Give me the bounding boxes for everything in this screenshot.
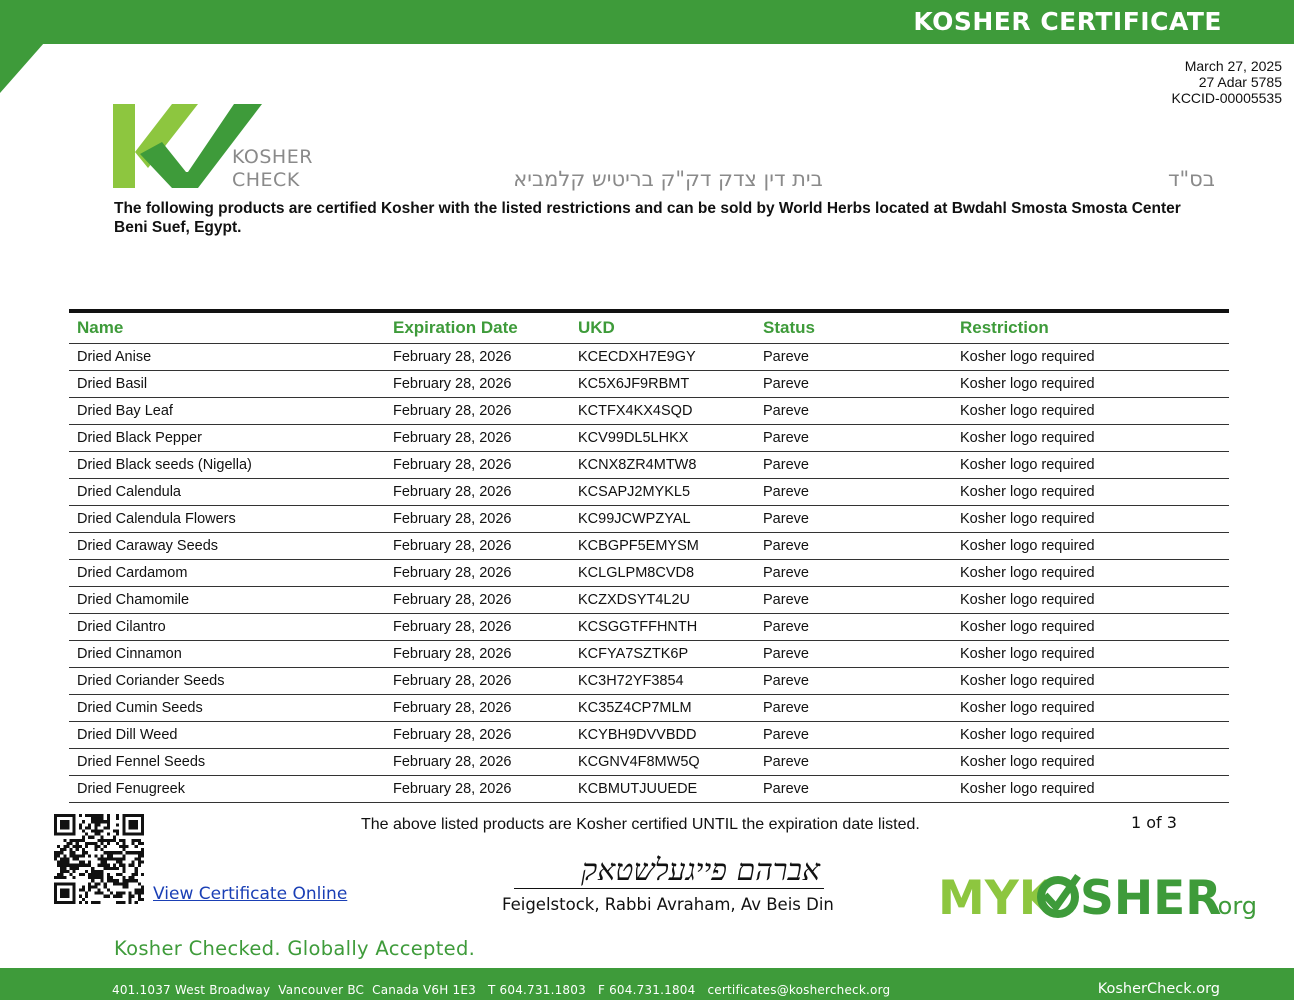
expiration-date-cell: February 28, 2026 <box>385 614 570 641</box>
restriction-cell: Kosher logo required <box>952 506 1229 533</box>
footer-website[interactable]: KosherCheck.org <box>1097 981 1220 997</box>
table-row <box>69 695 1229 722</box>
page-number: 1 of 3 <box>1131 813 1177 832</box>
table-header-row <box>69 311 1229 344</box>
restriction-cell: Kosher logo required <box>952 587 1229 614</box>
restriction-cell: Kosher logo required <box>952 614 1229 641</box>
validity-note: The above listed products are Kosher certified UNTIL the expiration date listed. <box>361 816 920 833</box>
expiration-date-cell: February 28, 2026 <box>385 452 570 479</box>
table-row <box>69 668 1229 695</box>
expiration-date-cell: February 28, 2026 <box>385 506 570 533</box>
table-row <box>69 506 1229 533</box>
ukd-code-cell: KCECDXH7E9GY <box>570 344 755 371</box>
expiration-date-cell: February 28, 2026 <box>385 344 570 371</box>
restriction-cell: Kosher logo required <box>952 398 1229 425</box>
status-cell: Pareve <box>755 398 952 425</box>
restriction-cell: Kosher logo required <box>952 695 1229 722</box>
logo-wordmark <box>232 146 313 192</box>
ukd-code-cell: KCFYA7SZTK6P <box>570 641 755 668</box>
column-header-expiration: Expiration Date <box>385 311 570 344</box>
restriction-cell: Kosher logo required <box>952 344 1229 371</box>
table-row <box>69 587 1229 614</box>
status-cell: Pareve <box>755 371 952 398</box>
rabbi-signature <box>510 840 830 894</box>
product-name-cell: Dried Black Pepper <box>69 425 385 452</box>
view-certificate-link[interactable]: View Certificate Online <box>153 884 348 904</box>
hebrew-date: 27 Adar 5785 <box>1198 74 1282 90</box>
qr-code-icon[interactable] <box>54 814 144 904</box>
mykosher-o-icon <box>1041 876 1078 914</box>
ukd-code-cell: KCTFX4KX4SQD <box>570 398 755 425</box>
status-cell: Pareve <box>755 425 952 452</box>
ukd-code-cell: KCGNV4F8MW5Q <box>570 749 755 776</box>
ukd-code-cell: KC5X6JF9RBMT <box>570 371 755 398</box>
ukd-code-cell: KCBMUTJUUEDE <box>570 776 755 803</box>
table-row <box>69 533 1229 560</box>
ukd-code-cell: KC99JCWPZYAL <box>570 506 755 533</box>
status-cell: Pareve <box>755 776 952 803</box>
ukd-code-cell: KCYBH9DVVBDD <box>570 722 755 749</box>
table-row <box>69 371 1229 398</box>
ukd-code-cell: KCNX8ZR4MTW8 <box>570 452 755 479</box>
restriction-cell: Kosher logo required <box>952 371 1229 398</box>
expiration-date-cell: February 28, 2026 <box>385 425 570 452</box>
certificate-id: KCCID-00005535 <box>1171 90 1282 106</box>
status-cell: Pareve <box>755 695 952 722</box>
restriction-cell: Kosher logo required <box>952 722 1229 749</box>
expiration-date-cell: February 28, 2026 <box>385 749 570 776</box>
expiration-date-cell: February 28, 2026 <box>385 668 570 695</box>
mykosher-logo <box>938 868 1268 928</box>
status-cell: Pareve <box>755 641 952 668</box>
ukd-code-cell: KCBGPF5EMYSM <box>570 533 755 560</box>
status-cell: Pareve <box>755 614 952 641</box>
expiration-date-cell: February 28, 2026 <box>385 641 570 668</box>
product-name-cell: Dried Bay Leaf <box>69 398 385 425</box>
corner-accent <box>0 43 44 93</box>
status-cell: Pareve <box>755 587 952 614</box>
restriction-cell: Kosher logo required <box>952 749 1229 776</box>
expiration-date-cell: February 28, 2026 <box>385 695 570 722</box>
product-name-cell: Dried Cardamom <box>69 560 385 587</box>
product-name-cell: Dried Basil <box>69 371 385 398</box>
restriction-cell: Kosher logo required <box>952 479 1229 506</box>
column-header-status: Status <box>755 311 952 344</box>
table-row <box>69 614 1229 641</box>
table-row <box>69 776 1229 803</box>
table-row <box>69 479 1229 506</box>
status-cell: Pareve <box>755 668 952 695</box>
ukd-code-cell: KCSGGTFFHNTH <box>570 614 755 641</box>
ukd-code-cell: KC3H72YF3854 <box>570 668 755 695</box>
tagline: Kosher Checked. Globally Accepted. <box>114 937 476 960</box>
table-row <box>69 641 1229 668</box>
table-row <box>69 452 1229 479</box>
ukd-code-cell: KCSAPJ2MYKL5 <box>570 479 755 506</box>
restriction-cell: Kosher logo required <box>952 425 1229 452</box>
product-name-cell: Dried Fenugreek <box>69 776 385 803</box>
expiration-date-cell: February 28, 2026 <box>385 587 570 614</box>
ukd-code-cell: KCLGLPM8CVD8 <box>570 560 755 587</box>
column-header-restriction: Restriction <box>952 311 1229 344</box>
issue-date: March 27, 2025 <box>1184 58 1282 74</box>
ukd-code-cell: KCZXDSYT4L2U <box>570 587 755 614</box>
products-table <box>69 309 1229 803</box>
product-name-cell: Dried Cinnamon <box>69 641 385 668</box>
bsd-mark: בס"ד <box>1168 167 1215 191</box>
restriction-cell: Kosher logo required <box>952 560 1229 587</box>
product-name-cell: Dried Calendula Flowers <box>69 506 385 533</box>
footer-contact: 401.1037 West Broadway Vancouver BC Canada V6H 1E3 T 604.731.1803 F 604.731.1804 certificates@koshercheck.org <box>112 983 891 997</box>
product-name-cell: Dried Cilantro <box>69 614 385 641</box>
column-header-name: Name <box>69 311 385 344</box>
table-row <box>69 344 1229 371</box>
signer-name: Feigelstock, Rabbi Avraham, Av Beis Din <box>502 895 834 914</box>
expiration-date-cell: February 28, 2026 <box>385 722 570 749</box>
expiration-date-cell: February 28, 2026 <box>385 479 570 506</box>
product-name-cell: Dried Black seeds (Nigella) <box>69 452 385 479</box>
product-name-cell: Dried Cumin Seeds <box>69 695 385 722</box>
status-cell: Pareve <box>755 722 952 749</box>
table-row <box>69 425 1229 452</box>
status-cell: Pareve <box>755 749 952 776</box>
status-cell: Pareve <box>755 506 952 533</box>
status-cell: Pareve <box>755 560 952 587</box>
expiration-date-cell: February 28, 2026 <box>385 560 570 587</box>
expiration-date-cell: February 28, 2026 <box>385 776 570 803</box>
restriction-cell: Kosher logo required <box>952 641 1229 668</box>
expiration-date-cell: February 28, 2026 <box>385 533 570 560</box>
expiration-date-cell: February 28, 2026 <box>385 371 570 398</box>
status-cell: Pareve <box>755 533 952 560</box>
status-cell: Pareve <box>755 452 952 479</box>
certificate-meta <box>1171 58 1282 106</box>
ukd-code-cell: KCV99DL5LHKX <box>570 425 755 452</box>
certificate-title: KOSHER CERTIFICATE <box>913 7 1222 36</box>
product-name-cell: Dried Fennel Seeds <box>69 749 385 776</box>
status-cell: Pareve <box>755 479 952 506</box>
table-row <box>69 398 1229 425</box>
restriction-cell: Kosher logo required <box>952 668 1229 695</box>
table-row <box>69 722 1229 749</box>
mykosher-org: .org <box>1210 892 1257 920</box>
restriction-cell: Kosher logo required <box>952 533 1229 560</box>
table-row <box>69 560 1229 587</box>
certification-statement: The following products are certified Kosher with the listed restrictions and can be sold by World Herbs located at Bwdahl Smosta Smosta Center Beni Suef, Egypt. <box>114 200 1181 236</box>
signature-line <box>514 888 824 889</box>
product-name-cell: Dried Anise <box>69 344 385 371</box>
product-name-cell: Dried Coriander Seeds <box>69 668 385 695</box>
mykosher-text-left: MYK <box>938 871 1056 926</box>
status-cell: Pareve <box>755 344 952 371</box>
column-header-ukd: UKD <box>570 311 755 344</box>
ukd-code-cell: KC35Z4CP7MLM <box>570 695 755 722</box>
logo-line-check: CHECK <box>232 169 300 191</box>
signature-text: אברהם פייגעלשטאק <box>581 853 820 888</box>
beis-din-name: בית דין צדק דק"ק בריטיש קלמביא <box>513 167 823 191</box>
product-name-cell: Dried Calendula <box>69 479 385 506</box>
logo-line-kosher: KOSHER <box>232 146 313 168</box>
restriction-cell: Kosher logo required <box>952 452 1229 479</box>
mykosher-text-right: SHER <box>1080 871 1222 926</box>
product-name-cell: Dried Dill Weed <box>69 722 385 749</box>
restriction-cell: Kosher logo required <box>952 776 1229 803</box>
table-row <box>69 749 1229 776</box>
product-name-cell: Dried Caraway Seeds <box>69 533 385 560</box>
expiration-date-cell: February 28, 2026 <box>385 398 570 425</box>
product-name-cell: Dried Chamomile <box>69 587 385 614</box>
